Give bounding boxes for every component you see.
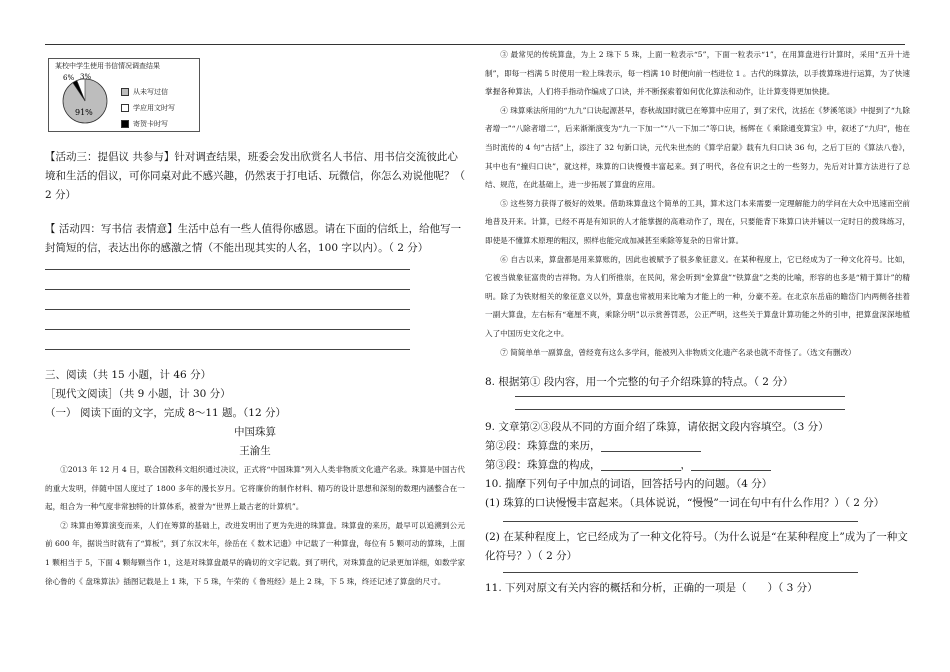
legend-swatch (121, 88, 129, 96)
reading-section (45, 366, 465, 591)
question-10: 10. 揣摩下列句子中加点的词语，回答括号内的问题。（4 分） (485, 478, 773, 490)
legend-label: 从未写过信 (133, 88, 168, 96)
survey-pie-chart (48, 58, 200, 132)
answer-line[interactable] (515, 409, 845, 410)
right-column (485, 46, 910, 362)
answer-line[interactable] (503, 572, 858, 573)
answer-line[interactable] (503, 521, 858, 522)
legend-label: 寄贺卡时写 (133, 120, 168, 128)
legend-item (121, 119, 175, 129)
q9b-comma: ， (680, 459, 691, 471)
paragraph-3: ③ 最常见的传统算盘，为上 2 珠下 5 珠，上面一粒表示“5”，下面一粒表示“1”，在用算盘进行计算时，采用“五升十进制”，即每一档满 5 时使用一粒上珠表示，每一档满 10 时便向前一档进位 1 。古代的珠算法，以手拨算珠进行运算，为了快速掌握各种算法，人们将手指动作编成了口诀，并不断探索着如何优化算法和动作，让计算变得更加快捷。 (485, 50, 910, 97)
part1-instruction: （一） 阅读下面的文字，完成 8～11 题。（12 分） (45, 407, 287, 419)
legend-swatch (121, 120, 129, 128)
q9-row-a (485, 437, 910, 456)
paragraph-2: ② 珠算由筹算演变而来，人们在筹算的基础上，改进发明出了更为先进的珠算盘。珠算盘的来历，最早可以追溯到公元前 600 年，据说当时就有了“算板”，到了东汉末年，徐岳在《 数术记遗》中记载了一种算盘，每位有 5 颗可动的算珠，上面 1 颗相当于 5，下面 4 颗每颗当作 1，这是对珠算盘最早的确切的文字记载。到了明代，对珠算盘的记录更加详细，如数学家徐心鲁的《 盘珠算法》插图记载是上 1 珠，下 5 珠，午荣的《 鲁班经》是上 2 珠，下 5 珠，终还记述了算盘的尺寸。 (45, 520, 465, 586)
chart-legend (121, 87, 175, 135)
questions-block (485, 373, 910, 598)
answer-line[interactable] (515, 396, 845, 397)
answer-line[interactable] (45, 269, 410, 270)
q9b-blank-2[interactable] (691, 470, 771, 471)
paragraph-6: ⑥ 自古以来，算盘都是用来算账的，因此也被赋予了很多象征意义。在某种程度上，它已经成为了一种文化符号。比如，它被当做象征富贵的吉祥物。为人们所推崇，在民间，常会听到“金算盘”“铁算盘”之类的比喻，形容的也多是“精于算计”的精明。除了为铁财相关的象征意义以外，算盘也常被用来比喻为才能上的一种，分豪不差。在北京东岳庙的瞻岱门内两侧各挂着一副大算盘，左右标有“毫厘不爽，乘除分明”以示赏善罚恶，公正严明，这些关于算盘计算功能之外的引申，把算盘深深地植入了中国历史文化之中。 (485, 254, 910, 338)
question-10-1: (1) 珠算的口诀慢慢丰富起来。（具体说说，“慢慢”一词在句中有什么作用？）（ 2 分） (485, 497, 885, 509)
section-heading: 三、阅读（共 15 小题，计 46 分） (45, 369, 212, 381)
activity3-block (45, 148, 465, 205)
legend-swatch (121, 104, 129, 112)
article-title: 中国珠算 (234, 426, 276, 438)
letter-lines[interactable] (45, 269, 410, 350)
paragraph-4: ④ 珠算乘法所用的“九九”口诀起源甚早，春秋战国时就已在筹算中应用了，到了宋代，沈括在《梦溪笔谈》中提到了“九除者增一”“八除者增二”，后来渐渐演变为“九一下加一”“八一下加二”等口诀，杨辉在《 乘除通变算宝》中，叙述了“九归”，他在当时流传的 4 句“古括”上，添注了 32 句新口诀，元代朱世杰的《算学启蒙》载有九归口诀 36 句，之后丁巨的《算法八卷》，其中也有“撞归口诀”，就这样，珠算的口诀慢慢丰富起来。到了明代，各位有识之士的一些努力，先后对计算方法进行了总结、规范，在此基础上，进一步拓展了算盘的应用。 (485, 105, 910, 190)
answer-line[interactable] (45, 349, 410, 350)
modern-heading: ［现代文阅读］（共 9 小题，计 30 分） (45, 388, 231, 400)
answer-line[interactable] (45, 329, 410, 330)
pie-svg (51, 69, 123, 133)
q9b-blank-1[interactable] (601, 470, 681, 471)
activity4-block (45, 220, 465, 258)
answer-line[interactable] (45, 309, 410, 310)
q9a-blank[interactable] (601, 451, 701, 452)
question-9: 9. 文章第②③段从不同的方面介绍了珠算，请依据文段内容填空。（3 分） (485, 421, 829, 433)
legend-item (121, 103, 175, 113)
pie-label-6: 6% (63, 74, 75, 82)
legend-label: 学应用文时写 (133, 104, 175, 112)
question-10-2: (2) 在某种程度上，它已经成为了一种文化符号。（为什么说是“在某种程度上”成为了一种文化符号？）（ 2 分） (485, 531, 908, 562)
pie-label-91: 91% (75, 108, 93, 117)
activity4-text: 【 活动四：写书信 表情意】生活中总有一些人值得你感恩。请在下面的信纸上，给他写一封简短的信，表达出你的感激之情（不能出现其实的人名，100 字以内）。（ 2 分） (45, 223, 462, 254)
paragraph-5: ⑤ 这些努力获得了极好的效果。借助珠算盘这个简单的工具，算术这门本来需要一定理解能力的学问在大众中迅速而空前地普及开来。计算，已经不再是有知识的人才能掌握的高难动作了，现在，只要能背下珠算口诀并辅以一定时日的拨珠练习，即使是不懂算术原理的粗汉，照样也能完成加减甚至乘除等复杂的日常计算。 (485, 198, 910, 245)
chart-title: 某校中学生使用书信情况调查结果 (55, 62, 160, 70)
question-11: 11. 下列对原文有关内容的概括和分析，正确的一项是（ ）（ 3 分） (485, 582, 818, 594)
q9b-label: 第③段：珠算盘的构成， (485, 459, 601, 471)
article-author: 王渝生 (239, 445, 271, 457)
activity3-text: 【活动三：提倡议 共参与】针对调查结果，班委会发出欣赏名人书信、用书信交流彼此心境和生活的倡议，可你同桌对此不感兴趣，仍然衷于打电话、玩微信，你怎么劝说他呢？（ 2 分） (45, 151, 465, 201)
pie-label-3: 3% (80, 73, 92, 81)
answer-line[interactable] (45, 289, 410, 290)
legend-item (121, 87, 175, 97)
question-8: 8. 根据第① 段内容，用一个完整的句子介绍珠算的特点。（ 2 分） (485, 376, 794, 388)
top-rule (45, 44, 905, 45)
q9-row-b (485, 456, 910, 475)
paragraph-1: ①2013 年 12 月 4 日，联合国教科文组织通过决议，正式将“中国珠算”列入人类非物质文化遗产名录。珠算是中国古代的重大发明，伴随中国人度过了 1800 多年的漫长岁月。它将廉价的制作材料、精巧的设计思想和深刻的数理内涵整合在一起，组合为一种气度非常独特的计算体系，被誉为“世界上最古老的计算机”。 (45, 465, 465, 512)
q9a-label: 第②段：珠算盘的来历， (485, 440, 601, 452)
paragraph-7: ⑦ 简简单单一副算盘，曾经竟有这么多学问，能被列入非物质文化遗产名录也就不奇怪了。（选文有删改） (500, 347, 856, 357)
